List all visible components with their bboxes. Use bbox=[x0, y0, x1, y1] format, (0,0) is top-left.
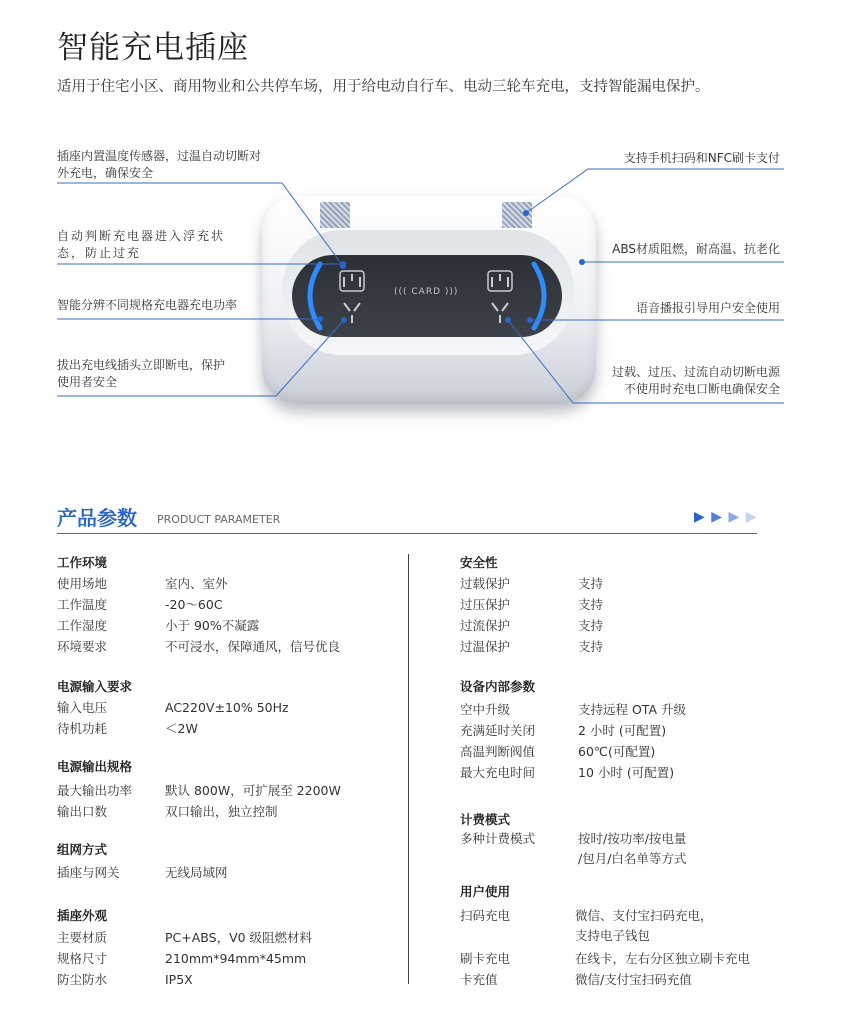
param-value: 不可浸水，保障通风，信号优良 bbox=[165, 639, 341, 654]
param-key: 高温判断阀值 bbox=[460, 744, 536, 759]
feature-power-detection bbox=[57, 297, 237, 314]
feature-voice-guide bbox=[636, 300, 780, 317]
section-heading: 安全性 bbox=[460, 555, 498, 570]
feature-text-line: ABS材质阻燃，耐高温、抗老化 bbox=[612, 242, 780, 256]
section-heading: 设备内部参数 bbox=[460, 679, 536, 694]
feature-text-line: 态，防止过充 bbox=[57, 246, 142, 260]
param-value: -20～60C bbox=[165, 597, 223, 612]
feature-payment bbox=[624, 150, 780, 167]
param-value: 微信/支付宝扫码充值 bbox=[575, 972, 692, 987]
param-value: 按时/按功率/按电量 bbox=[578, 831, 687, 846]
arrow-decoration bbox=[694, 509, 757, 525]
param-value: ＜2W bbox=[165, 721, 198, 736]
arrow-icon: ▶ bbox=[728, 509, 741, 525]
param-key: 规格尺寸 bbox=[57, 951, 108, 966]
param-key: 主要材质 bbox=[57, 930, 108, 945]
param-value: 无线局域网 bbox=[165, 865, 228, 880]
column-divider bbox=[408, 554, 409, 984]
param-key: 过压保护 bbox=[460, 597, 511, 612]
param-key: 最大输出功率 bbox=[57, 783, 133, 798]
feature-abs-material bbox=[612, 241, 780, 258]
section-heading: 工作环境 bbox=[57, 555, 108, 570]
param-key: 过载保护 bbox=[460, 576, 511, 591]
param-value-continued: /包月/白名单等方式 bbox=[578, 851, 687, 866]
section-heading: 组网方式 bbox=[57, 842, 108, 857]
param-value: AC220V±10% 50Hz bbox=[165, 700, 289, 715]
param-value: 小于 90%不凝露 bbox=[165, 618, 260, 633]
section-title: 产品参数 bbox=[57, 506, 137, 530]
section-heading: 用户使用 bbox=[460, 884, 511, 899]
param-key: 工作温度 bbox=[57, 597, 108, 612]
page-title: 智能充电插座 bbox=[57, 30, 249, 66]
feature-text-line: 智能分辨不同规格充电器充电功率 bbox=[57, 298, 238, 312]
section-heading: 电源输出规格 bbox=[57, 759, 133, 774]
feature-float-charge bbox=[57, 228, 225, 262]
param-key: 插座与网关 bbox=[57, 865, 120, 880]
param-key: 使用场地 bbox=[57, 576, 108, 591]
param-value: 微信、支付宝扫码充电， bbox=[575, 908, 713, 923]
param-key: 最大充电时间 bbox=[460, 765, 536, 780]
param-value: PC+ABS，V0 级阻燃材料 bbox=[165, 930, 313, 945]
feature-text-line: 外充电，确保安全 bbox=[57, 166, 154, 180]
arrow-icon: ▶ bbox=[745, 509, 758, 525]
section-divider bbox=[57, 533, 757, 534]
section-heading: 电源输入要求 bbox=[57, 679, 133, 694]
feature-temperature-sensor bbox=[57, 148, 261, 182]
param-value: 支持远程 OTA 升级 bbox=[578, 702, 687, 717]
param-key: 输入电压 bbox=[57, 700, 108, 715]
feature-text-line: 插座内置温度传感器，过温自动切断对 bbox=[57, 149, 262, 163]
feature-text-line: 语音播报引导用户安全使用 bbox=[635, 301, 780, 315]
param-key: 过温保护 bbox=[460, 639, 511, 654]
param-value: 2 小时 (可配置) bbox=[578, 723, 667, 738]
page-subtitle: 适用于住宅小区、商用物业和公共停车场，用于给电动自行车、电动三轮车充电，支持智能漏电保护。 bbox=[57, 79, 710, 95]
param-key: 工作湿度 bbox=[57, 618, 108, 633]
param-key: 空中升级 bbox=[460, 702, 511, 717]
param-key: 过流保护 bbox=[460, 618, 511, 633]
feature-text-line: 拔出充电线插头立即断电，保护 bbox=[57, 358, 226, 372]
param-value: 60℃(可配置) bbox=[578, 744, 656, 759]
param-key: 扫码充电 bbox=[460, 908, 511, 923]
param-key: 多种计费模式 bbox=[460, 831, 536, 846]
section-subtitle: PRODUCT PARAMETER bbox=[157, 513, 281, 526]
param-value: 在线卡，左右分区独立刷卡充电 bbox=[575, 951, 751, 966]
section-heading: 计费模式 bbox=[460, 812, 511, 827]
feature-text-line: 支持手机扫码和NFC刷卡支付 bbox=[623, 151, 780, 165]
arrow-icon: ▶ bbox=[694, 509, 706, 525]
param-value: 支持 bbox=[578, 639, 604, 654]
param-key: 输出口数 bbox=[57, 804, 108, 819]
param-key: 环境要求 bbox=[57, 639, 108, 654]
feature-overload-protection bbox=[612, 364, 780, 398]
param-value: 室内、室外 bbox=[165, 576, 228, 591]
param-key: 防尘防水 bbox=[57, 972, 108, 987]
nfc-card-label: ((( CARD ))) bbox=[394, 287, 459, 297]
param-value: 双口输出，独立控制 bbox=[165, 804, 278, 819]
feature-text-line: 使用者安全 bbox=[57, 375, 118, 389]
param-value: 支持 bbox=[578, 597, 604, 612]
feature-unplug-cutoff bbox=[57, 357, 225, 391]
param-value: 默认 800W，可扩展至 2200W bbox=[165, 783, 341, 798]
param-key: 卡充值 bbox=[460, 972, 498, 987]
param-value: 210mm*94mm*45mm bbox=[165, 951, 307, 966]
param-value: 支持 bbox=[578, 618, 604, 633]
section-heading: 插座外观 bbox=[57, 908, 108, 923]
param-key: 刷卡充电 bbox=[460, 951, 511, 966]
param-value: 支持 bbox=[578, 576, 604, 591]
param-value: 10 小时 (可配置) bbox=[578, 765, 675, 780]
param-value-continued: 支持电子钱包 bbox=[575, 928, 651, 943]
feature-text-line: 过载、过压、过流自动切断电源 bbox=[611, 365, 780, 379]
arrow-icon: ▶ bbox=[711, 509, 724, 525]
param-key: 充满延时关闭 bbox=[460, 723, 536, 738]
param-value: IP5X bbox=[165, 972, 193, 987]
feature-text-line: 不使用时充电口断电确保安全 bbox=[623, 382, 780, 396]
param-key: 待机功耗 bbox=[57, 721, 108, 736]
feature-text-line: 自动判断充电器进入浮充状 bbox=[57, 229, 226, 243]
